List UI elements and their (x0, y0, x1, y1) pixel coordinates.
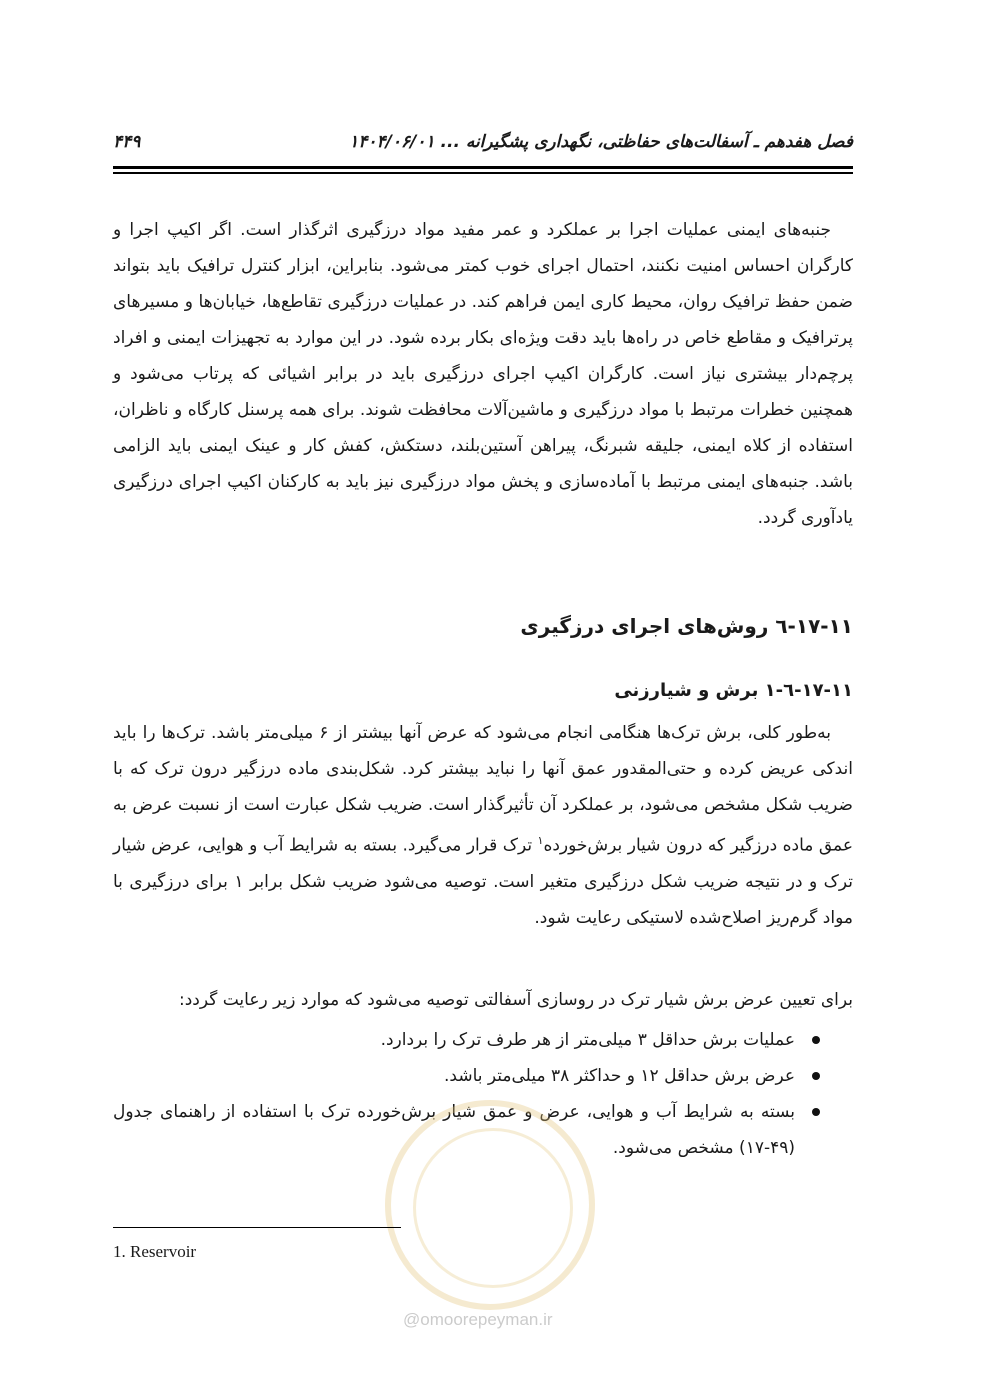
watermark-text: @omoorepeyman.ir (403, 1310, 553, 1329)
bullet-icon (812, 1108, 820, 1116)
footnote-reference[interactable]: ۱ (537, 834, 544, 847)
bullet-icon (812, 1072, 820, 1080)
body-paragraph-2 (113, 715, 853, 936)
header-rule-thick (113, 166, 853, 169)
body-paragraph: جنبه‌های ایمنی عملیات اجرا بر عملکرد و عمر مفید مواد درزگیری اثرگذار است. اگر اکیپ اجرا و کارگران احساس امنیت نکنند، احتمال اجرای خوب کمتر می‌شود. بنابراین، ابزار کنترل ترافیک باید بتواند ضمن حفظ ترافیک روان، محیط کاری ایمن فراهم کند. در عملیات درزگیری تقاطع‌ها، خیابان‌ها و مسیرهای پرترافیک و مقاطع خاص در راه‌ها باید دقت ویژه‌ای بکار برده شود. در این موارد به تجهیزات ایمنی و افراد پرچم‌دار بیشتری نیاز است. کارگران اکیپ اجرای درزگیری باید در برابر اشیائی که پرتاب می‌شود و همچنین خطرات مرتبط با مواد درزگیری و ماشین‌آلات محافظت شوند. برای همه پرسنل کارگاه و ناظران، استفاده از کلاه ایمنی، جلیقه شبرنگ، پیراهن آستین‌بلند، دستکش، کفش کار و عینک ایمنی باید الزامی باشد. جنبه‌های ایمنی مرتبط با آماده‌سازی و پخش مواد درزگیری نیز باید به کارکنان اکیپ اجرای درزگیری یادآوری گردد. (113, 220, 853, 528)
subsection-heading: ۱۷-۱۱-٦-۱ برش و شیارزنی (614, 680, 853, 701)
section-heading: ۱۷-۱۱-٦ روش‌های اجرای درزگیری (520, 614, 853, 638)
footnote-rule (113, 1227, 401, 1228)
header-rule-thin (113, 172, 853, 174)
page-number: ۴۴۹ (113, 132, 141, 152)
paragraph-2-text-a: به‌طور کلی، برش ترک‌ها هنگامی انجام می‌شود که عرض آنها بیشتر از ۶ میلی‌متر باشد. ترک‌ها را باید اندکی عریض کرده و حتی‌المقدور عمق آنها را نباید بیشتر کرد. شکل‌بندی ماده درزگیر درون ترک که با ضریب شکل مشخص می‌شود، بر عملکرد آن تأثیرگذار است. ضریب شکل عبارت است از نسبت عرض به عمق ماده درزگیر که درون شیار برش‌خورده (113, 723, 853, 856)
list-item-text: بسته به شرایط آب و هوایی، عرض و عمق شیار برش‌خورده ترک با استفاده از راهنمای جدول (۴۹-۱۷) مشخص می‌شود. (113, 1102, 795, 1158)
list-item-text: عملیات برش حداقل ۳ میلی‌متر از هر طرف ترک را بردارد. (380, 1030, 795, 1050)
bullet-list (113, 1022, 853, 1166)
list-item (113, 1058, 853, 1094)
bullet-icon (812, 1036, 820, 1044)
list-item (113, 1094, 853, 1166)
body-paragraph-3: برای تعیین عرض برش شیار ترک در روسازی آسفالتی توصیه می‌شود که موارد زیر رعایت گردد: (178, 990, 853, 1010)
list-item (113, 1022, 853, 1058)
paragraph-2-text-b: ترک قرار می‌گیرد. بسته به شرایط آب و هوایی، عرض شیار ترک و در نتیجه ضریب شکل درزگیری متغیر است. توصیه می‌شود ضریب شکل برابر ۱ برای درزگیری با مواد گرم‌ریز اصلاح‌شده لاستیکی رعایت شود. (113, 835, 853, 928)
page-header (113, 132, 853, 152)
footnote: 1. Reservoir (113, 1242, 197, 1261)
list-item-text: عرض برش حداقل ۱۲ و حداکثر ۳۸ میلی‌متر باشد. (444, 1066, 795, 1086)
chapter-title: فصل هفدهم ـ آسفالت‌های حفاظتی، نگهداری پشگیرانه ... ۱۴۰۴/۰۶/۰۱ (349, 132, 853, 152)
